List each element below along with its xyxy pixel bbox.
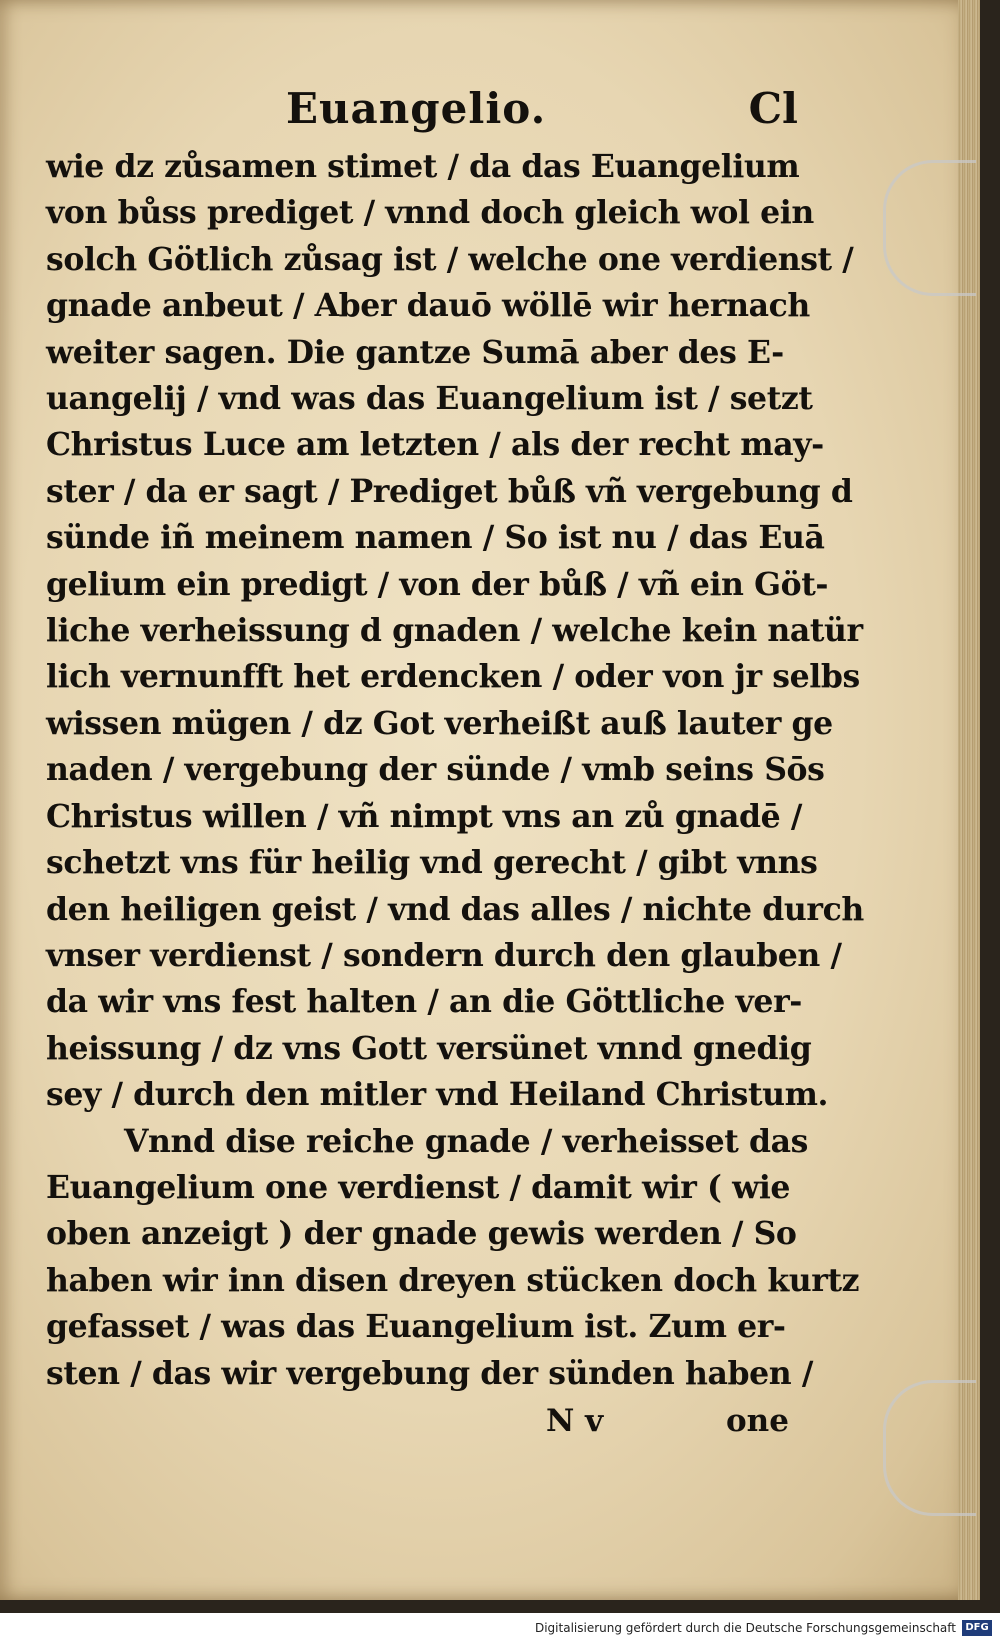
text-line: Christus willen / vñ nimpt vns an zů gnadē /: [46, 797, 802, 835]
text-line: naden / vergebung der sünde / vmb seins Sōs: [46, 751, 825, 789]
running-title: Euangelio.: [286, 84, 547, 133]
signature-mark: N v: [546, 1402, 604, 1439]
text-line: wissen mügen / dz Got verheißt auß lauter ge: [46, 704, 833, 742]
text-line: Vnnd dise reiche gnade / verheisset das: [124, 1122, 808, 1160]
text-line: Euangelium one verdienst / damit wir ( wie: [46, 1168, 791, 1206]
text-line: sey / durch den mitler vnd Heiland Christum.: [46, 1076, 829, 1114]
page-header: [46, 84, 798, 144]
text-line: vnser verdienst / sondern durch den glauben /: [46, 936, 842, 974]
text-line: uangelij / vnd was das Euangelium ist / setzt: [46, 380, 813, 418]
text-line: weiter sagen. Die gantze Sumā aber des E-: [46, 333, 784, 371]
page-foot: [46, 1397, 789, 1443]
text-line: sten / das wir vergebung der sünden haben /: [46, 1354, 813, 1392]
text-line: gefasset / was das Euangelium ist. Zum er-: [46, 1308, 786, 1346]
bottom-clip: [883, 1380, 976, 1516]
paragraph-1: [46, 144, 864, 1119]
text-line: heissung / dz vns Gott versünet vnnd gnedig: [46, 1029, 812, 1067]
funding-notice: Digitalisierung gefördert durch die Deutsche Forschungsgemeinschaft: [534, 1621, 956, 1635]
text-line: gelium ein predigt / von der bůß / vñ ein Göt-: [46, 565, 829, 603]
folio-number: Cl: [748, 84, 798, 133]
text-line: oben anzeigt ) der gnade gewis werden / So: [46, 1215, 797, 1253]
text-line: haben wir inn disen dreyen stücken doch kurtz: [46, 1261, 860, 1299]
text-line: da wir vns fest halten / an die Göttliche ver-: [46, 983, 802, 1021]
text-line: liche verheissung d gnaden / welche kein natür: [46, 612, 863, 650]
text-line: den heiligen geist / vnd das alles / nichte durch: [46, 890, 864, 928]
text-line: solch Götlich zůsag ist / welche one verdienst /: [46, 240, 854, 278]
text-line: gnade anbeut / Aber dauō wöllē wir hernach: [46, 287, 810, 325]
page-text: [46, 84, 864, 1443]
text-line: Christus Luce am letzten / als der recht may-: [46, 426, 824, 464]
text-line: sünde iñ meinem namen / So ist nu / das Euā: [46, 519, 825, 557]
catchword: one: [726, 1402, 789, 1439]
paragraph-2: [46, 1119, 860, 1397]
text-line: ster / da er sagt / Prediget bůß vñ vergebung d: [46, 472, 853, 510]
top-clip: [883, 160, 976, 296]
digitization-footer: [0, 1613, 1000, 1641]
dfg-logo: DFG: [962, 1620, 992, 1636]
text-line: schetzt vns für heilig vnd gerecht / gibt vnns: [46, 844, 818, 882]
text-line: wie dz zůsamen stimet / da das Euangelium: [46, 148, 800, 185]
text-line: von bůss prediget / vnnd doch gleich wol ein: [46, 194, 814, 232]
text-line: lich vernunfft het erdencken / oder von jr selbs: [46, 658, 860, 696]
